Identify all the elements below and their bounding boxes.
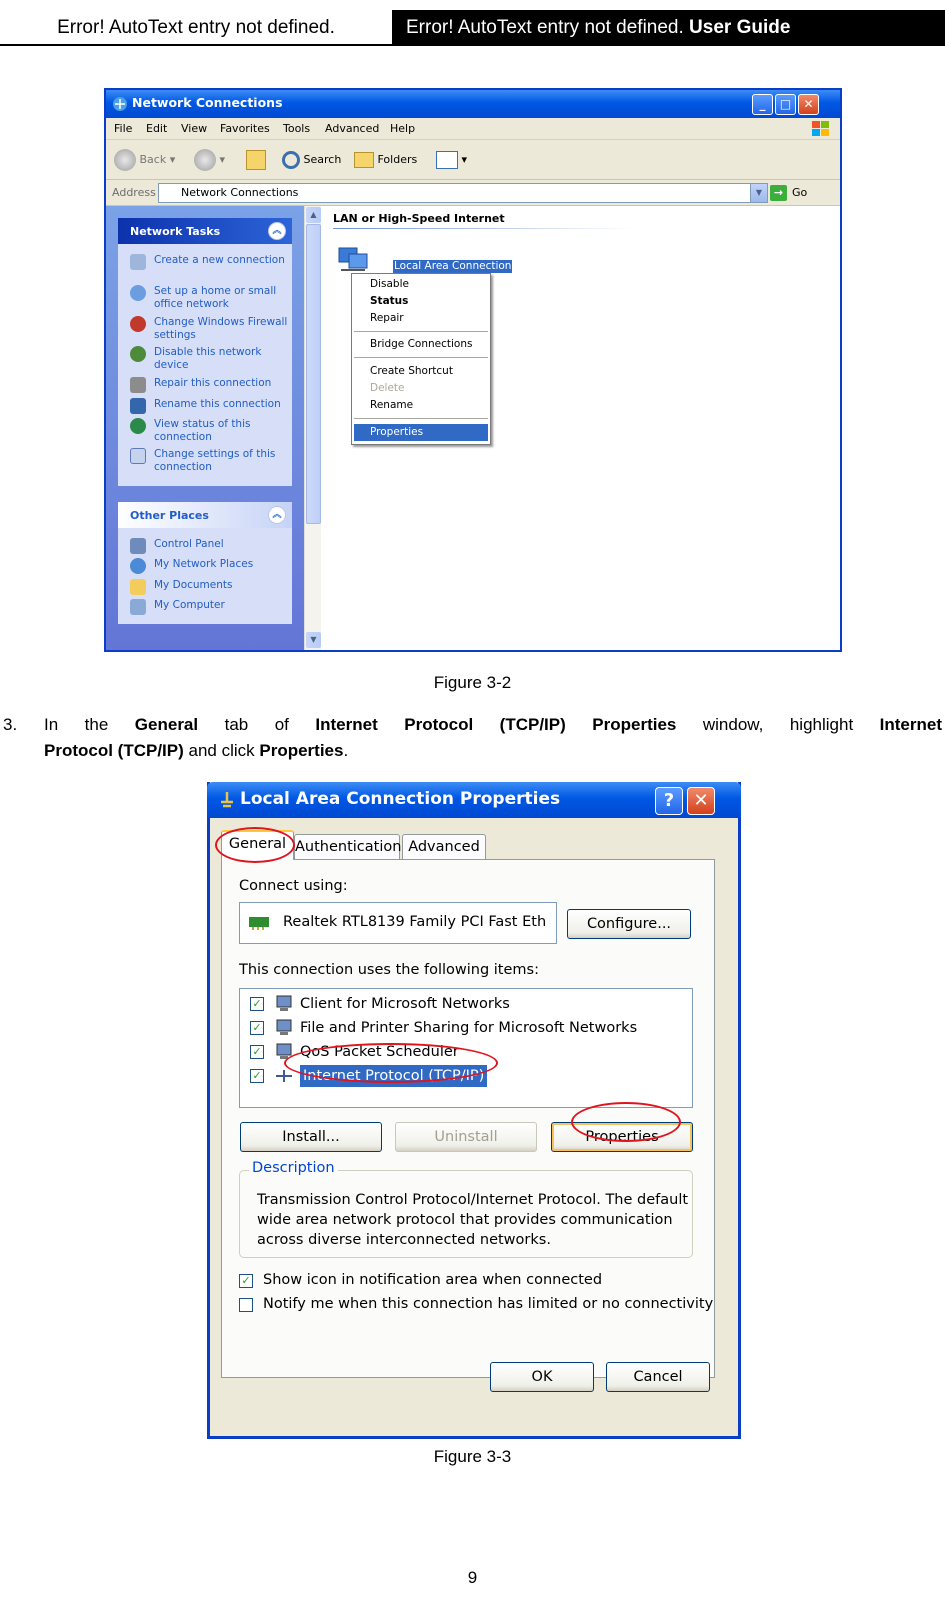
instruction-line-1: In the General tab of Internet Protocol (TCP/IP) Properties window, highlight Internet [44,715,942,734]
folders-button[interactable] [354,149,417,171]
dialog-title-bar [207,782,741,818]
network-tasks-title: Network Tasks [130,225,221,238]
views-icon [436,151,458,169]
go-button[interactable]: Go [792,186,808,199]
repair-wrench-icon [130,377,146,393]
notify-option[interactable]: Notify me when this connection has limited or no connectivity [239,1296,713,1312]
ctx-separator [354,418,488,419]
menu-file[interactable]: File [114,122,133,135]
rename-icon [130,398,146,414]
address-field[interactable] [158,183,768,203]
collapse-chevron-icon[interactable]: ︽ [268,506,286,524]
connection-label[interactable]: Local Area Connection [394,260,512,272]
network-plug-icon [217,791,237,809]
go-arrow-icon[interactable]: → [770,185,787,201]
ctx-create-shortcut[interactable]: Create Shortcut [370,365,453,377]
connect-using-label: Connect using: [239,878,348,894]
show-icon-option[interactable]: ✓ Show icon in notification area when connected [239,1272,602,1288]
new-connection-icon [130,254,146,270]
adapter-name: Realtek RTL8139 Family PCI Fast Eth [283,914,547,930]
up-folder-icon [246,150,266,170]
header-guide-title: User Guide [689,17,791,38]
ctx-delete: Delete [370,382,405,394]
documents-folder-icon [130,579,146,595]
other-places-title: Other Places [130,509,209,522]
ctx-status[interactable]: Status [370,295,409,307]
configure-button[interactable]: Configure... [567,909,691,939]
disable-device-icon [130,346,146,362]
maximize-button[interactable]: □ [775,94,796,115]
step-number: 3. [3,715,18,734]
close-button[interactable]: ✕ [798,94,819,115]
views-button[interactable]: ▾ [436,149,467,171]
notify-checkbox[interactable] [239,1298,253,1312]
group-divider [333,228,633,229]
title-bar [106,90,840,118]
control-panel-icon [130,538,146,554]
back-label: Back [139,153,167,166]
page-number: 9 [467,1568,478,1587]
firewall-icon [130,316,146,332]
menu-favorites[interactable]: Favorites [220,122,270,135]
computer-icon [274,995,294,1013]
context-menu [351,273,491,445]
general-tab-highlight-circle [215,827,295,863]
header-left-text: Error! AutoText entry not defined. [0,10,392,46]
address-label: Address [112,186,156,199]
checkbox-checked[interactable]: ✓ [250,1069,264,1083]
checkbox-checked[interactable]: ✓ [250,997,264,1011]
dialog-title: Local Area Connection Properties [240,789,561,809]
menu-edit[interactable]: Edit [146,122,168,135]
network-places-icon [130,558,146,574]
menu-bar [106,118,840,140]
tab-general[interactable]: General [221,830,294,860]
tcpip-highlight-circle [284,1043,498,1083]
window-title: Network Connections [132,95,283,110]
home-network-icon [130,285,146,301]
network-connections-window [104,88,842,652]
header-right-text: Error! AutoText entry not defined. [406,17,684,38]
forward-button[interactable]: ▾ [194,149,225,171]
install-button[interactable]: Install... [240,1122,382,1152]
toolbar [106,140,840,180]
minimize-button[interactable]: _ [752,94,773,115]
figure-caption-3-3: Figure 3-3 [433,1447,512,1466]
folders-icon [354,152,374,168]
network-connection-icon[interactable] [335,240,371,276]
description-title: Description [249,1160,338,1176]
network-connections-icon [112,96,128,112]
tab-authentication[interactable]: Authentication [294,834,400,859]
ctx-rename[interactable]: Rename [370,399,414,411]
ctx-properties[interactable]: Properties [354,424,488,441]
folders-label: Folders [377,153,418,166]
search-icon [282,151,300,169]
close-button[interactable]: ✕ [687,787,715,815]
other-places-header[interactable] [118,502,292,528]
back-button[interactable]: Back ▾ [114,149,175,171]
adapter-field [239,902,557,944]
checkbox-checked[interactable]: ✓ [250,1045,264,1059]
figure-caption-3-2: Figure 3-2 [433,673,512,692]
properties-highlight-circle [571,1102,681,1142]
search-label: Search [303,153,342,166]
cancel-button[interactable]: Cancel [606,1362,710,1392]
network-adapter-icon [248,915,274,931]
network-tasks-panel: Network Tasks ︽ Create a new connection Set up a home or small office network Change Windows Firewall settings Disable this network device Repair this connection Rename this connection View status of this connection Change settings of this connection [118,218,292,486]
collapse-chevron-icon[interactable]: ︽ [268,222,286,240]
ctx-disable[interactable]: Disable [370,278,409,290]
other-places-panel: Other Places ︽ Control Panel My Network Places My Documents My Computer [118,502,292,624]
address-bar [106,180,840,206]
windows-logo-icon [810,120,832,138]
menu-view[interactable]: View [181,122,208,135]
header-right [392,10,945,46]
forward-arrow-icon [194,149,216,171]
items-label: This connection uses the following items: [239,962,539,978]
address-dropdown-icon[interactable]: ▼ [750,184,767,202]
address-value: Network Connections [181,186,299,199]
help-button[interactable]: ? [655,787,683,815]
description-text: Transmission Control Protocol/Internet Protocol. The default wide area network protocol that provides communication across diverse interconnected networks. [257,1192,689,1248]
menu-help[interactable]: Help [390,122,416,135]
up-folder-button[interactable] [246,149,266,171]
task-pane [106,206,304,650]
group-title: LAN or High-Speed Internet [333,212,505,225]
status-icon [130,418,146,434]
ctx-bridge-connections[interactable]: Bridge Connections [370,338,473,350]
show-icon-checkbox[interactable]: ✓ [239,1274,253,1288]
ok-button[interactable]: OK [490,1362,594,1392]
computer-icon [274,1019,294,1037]
back-arrow-icon [114,149,136,171]
computer-icon [130,599,146,615]
page-header [0,10,945,46]
search-button[interactable] [282,149,341,171]
ctx-separator [354,357,488,358]
tab-advanced[interactable]: Advanced [402,834,486,859]
task-pane-scrollbar[interactable] [304,206,321,650]
scroll-thumb[interactable] [306,224,321,524]
checkbox-checked[interactable]: ✓ [250,1021,264,1035]
network-tasks-header[interactable] [118,218,292,244]
settings-icon [130,448,146,464]
lac-properties-dialog [207,782,741,1439]
instruction-line-2: Protocol (TCP/IP) and click Properties. [44,741,349,760]
connections-area [321,206,840,650]
scroll-up-icon[interactable]: ▲ [306,207,321,223]
components-list[interactable]: ✓ Client for Microsoft Networks ✓ File and Printer Sharing for Microsoft Networks ✓ QoS Packet Scheduler ✓ Internet Protocol (TCP/IP) [239,988,693,1108]
uninstall-button: Uninstall [395,1122,537,1152]
ctx-repair[interactable]: Repair [370,312,404,324]
scroll-down-icon[interactable]: ▼ [306,632,321,648]
menu-tools[interactable]: Tools [283,122,311,135]
properties-button[interactable]: Properties [551,1122,693,1152]
ctx-separator [354,331,488,332]
menu-advanced[interactable]: Advanced [325,122,380,135]
